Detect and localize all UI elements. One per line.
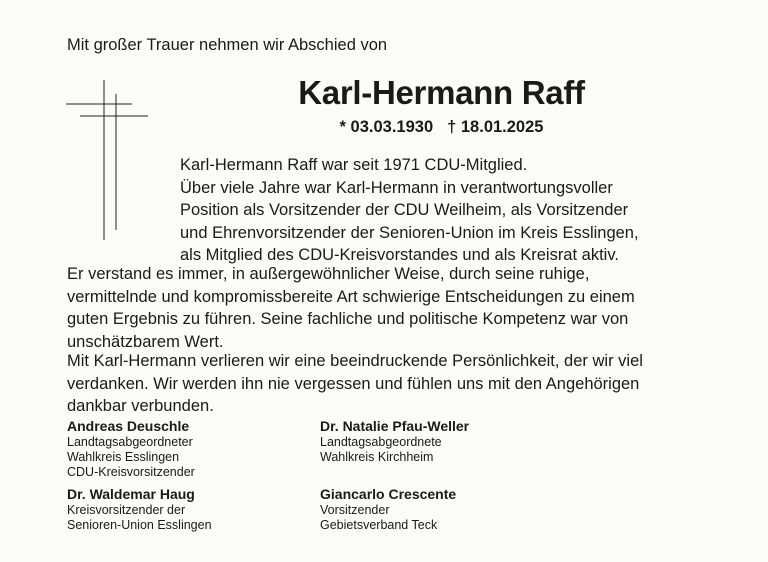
intro-text: Mit großer Trauer nehmen wir Abschied von (67, 36, 388, 54)
signatory-title: Senioren-Union Esslingen (67, 518, 212, 533)
signatory-title: Vorsitzender (320, 503, 390, 517)
text-line: dankbar verbunden. (67, 397, 214, 416)
signatory (67, 418, 195, 481)
text-line: guten Ergebnis zu führen. Seine fachliche und politische Kompetenz war von (67, 310, 629, 329)
signatory-title: Landtagsabgeordnete (320, 435, 442, 449)
text-line: unschätzbarem Wert. (67, 332, 224, 351)
text-line: Karl-Hermann Raff war seit 1971 CDU-Mitglied. (180, 156, 528, 174)
paragraph-membership (180, 154, 639, 267)
signatory-title: Gebietsverband Teck (320, 518, 438, 533)
signatory-name: Giancarlo Crescente (320, 486, 457, 502)
signatory-title: Wahlkreis Esslingen (67, 450, 180, 465)
signatory-title: Wahlkreis Kirchheim (320, 450, 434, 465)
text-line: als Mitglied des CDU-Kreisvorstandes und als Kreisrat aktiv. (180, 246, 619, 265)
death-date: † 18.01.2025 (447, 118, 544, 136)
paragraph-farewell (67, 350, 643, 418)
deceased-name: Karl-Hermann Raff (298, 74, 585, 111)
paragraph-character (67, 263, 635, 353)
text-line: Position als Vorsitzender der CDU Weilheim, als Vorsitzender (180, 201, 629, 220)
signatory (67, 486, 212, 533)
signatory-name: Dr. Waldemar Haug (67, 486, 195, 502)
text-line: Mit Karl-Hermann verlieren wir eine beeindruckende Persönlichkeit, der wir viel (67, 352, 643, 370)
text-line: verdanken. Wir werden ihn nie vergessen und fühlen uns mit den Angehörigen (67, 374, 640, 393)
life-dates (0, 118, 768, 137)
text-line: und Ehrenvorsitzender der Senioren-Union im Kreis Esslingen, (180, 223, 639, 242)
signatory-title: Landtagsabgeordneter (67, 435, 193, 449)
text-line: vermittelnde und kompromissbereite Art schwierige Entscheidungen zu einem (67, 287, 635, 306)
signatory-name: Andreas Deuschle (67, 418, 190, 434)
signatory (320, 418, 469, 465)
text-line: Er verstand es immer, in außergewöhnlicher Weise, durch seine ruhige, (67, 265, 590, 283)
signatory-name: Dr. Natalie Pfau-Weller (320, 418, 470, 434)
text-line: Über viele Jahre war Karl-Hermann in verantwortungsvoller (180, 178, 613, 197)
signatory (320, 486, 456, 533)
birth-date: * 03.03.1930 (339, 118, 434, 136)
signatory-title: CDU-Kreisvorsitzender (67, 465, 195, 480)
signatory-title: Kreisvorsitzender der (67, 503, 186, 517)
